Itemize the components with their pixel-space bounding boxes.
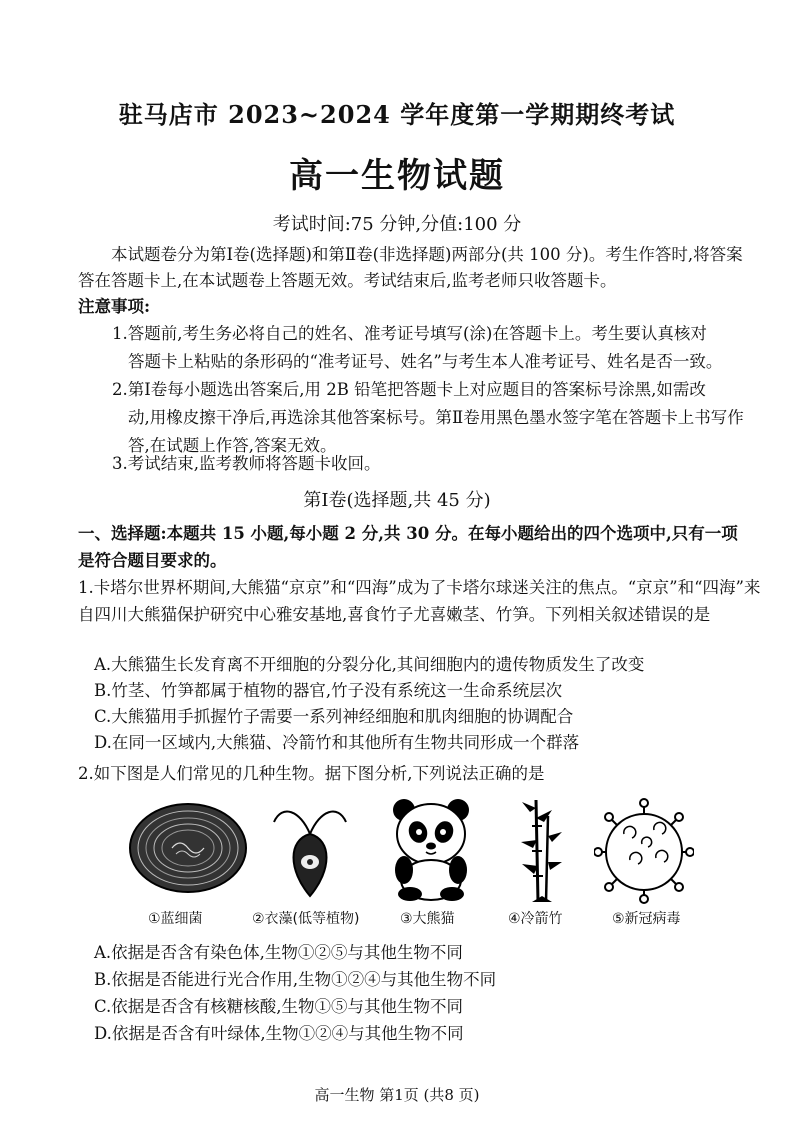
- question-1-option-c: C.大熊猫用手抓握竹子需要一系列神经细胞和肌肉细胞的协调配合: [94, 707, 574, 726]
- figure-caption-1: ①蓝细菌: [148, 911, 203, 927]
- question-2-option-c: C.依据是否含有核糖核酸,生物①⑤与其他生物不同: [94, 997, 464, 1016]
- exam-title: 驻马店市 2023~2024 学年度第一学期期终考试: [118, 100, 676, 129]
- figure-caption-5: ⑤新冠病毒: [612, 911, 681, 927]
- coronavirus-illustration: [594, 798, 694, 904]
- question-2-option-d: D.依据是否含有叶绿体,生物①②④与其他生物不同: [94, 1024, 464, 1043]
- notes-heading: 注意事项:: [78, 297, 151, 316]
- note-item-2: 2.第Ⅰ卷每小题选出答案后,用 2B 铅笔把答题卡上对应题目的答案标号涂黑,如需改: [112, 380, 706, 399]
- question-1-option-d: D.在同一区域内,大熊猫、冷箭竹和其他所有生物共同形成一个群落: [94, 733, 580, 752]
- note-item-1-cont: 答题卡上粘贴的条形码的“准考证号、姓名”与考生本人准考证号、姓名是否一致。: [128, 352, 723, 371]
- note-item-3: 3.考试结束,监考教师将答题卡收回。: [112, 454, 381, 473]
- question-2-option-a: A.依据是否含有染色体,生物①②⑤与其他生物不同: [94, 943, 463, 962]
- exam-info: 考试时间:75 分钟,分值:100 分: [272, 214, 522, 235]
- panda-illustration: [390, 796, 472, 902]
- bamboo-illustration: [518, 796, 564, 904]
- question-1-stem: 1.卡塔尔世界杯期间,大熊猫“京京”和“四海”成为了卡塔尔球迷关注的焦点。“京京”和“四海”来自四川大熊猫保护研究中心雅安基地,喜食竹子尤喜嫩茎、竹笋。下列相关叙述错误的是: [78, 578, 761, 624]
- figure-caption-2: ②衣藻(低等植物): [252, 911, 360, 927]
- page-footer: 高一生物 第1页 (共8 页): [314, 1086, 480, 1104]
- note-item-1: 1.答题前,考生务必将自己的姓名、准考证号填写(涂)在答题卡上。考生要认真核对: [112, 324, 707, 343]
- note-item-2-cont: 动,用橡皮擦干净后,再选涂其他答案标号。第Ⅱ卷用黑色墨水签字笔在答题卡上书写作答,在试题上作答,答案无效。: [128, 408, 744, 455]
- question-1-option-b: B.竹茎、竹笋都属于植物的器官,竹子没有系统这一生命系统层次: [94, 681, 563, 700]
- cyanobacteria-illustration: [128, 800, 248, 895]
- section-title: 第Ⅰ卷(选择题,共 45 分): [303, 490, 491, 511]
- part1-instruction: 一、选择题:本题共 15 小题,每小题 2 分,共 30 分。在每小题给出的四个选项中,只有一项是符合题目要求的。: [78, 524, 738, 570]
- intro-paragraph: 本试题卷分为第Ⅰ卷(选择题)和第Ⅱ卷(非选择题)两部分(共 100 分)。考生作答时,将答案答在答题卡上,在本试题卷上答题无效。考试结束后,监考老师只收答题卡。: [78, 245, 743, 290]
- question-2-option-b: B.依据是否能进行光合作用,生物①②④与其他生物不同: [94, 970, 497, 989]
- figure-caption-4: ④冷箭竹: [508, 911, 563, 927]
- figure-caption-3: ③大熊猫: [400, 911, 455, 927]
- question-2-stem: 2.如下图是人们常见的几种生物。据下图分析,下列说法正确的是: [78, 764, 545, 783]
- chlamydomonas-illustration: [270, 800, 350, 900]
- question-1-option-a: A.大熊猫生长发育离不开细胞的分裂分化,其间细胞内的遗传物质发生了改变: [94, 655, 645, 674]
- subject-title: 高一生物试题: [289, 156, 505, 196]
